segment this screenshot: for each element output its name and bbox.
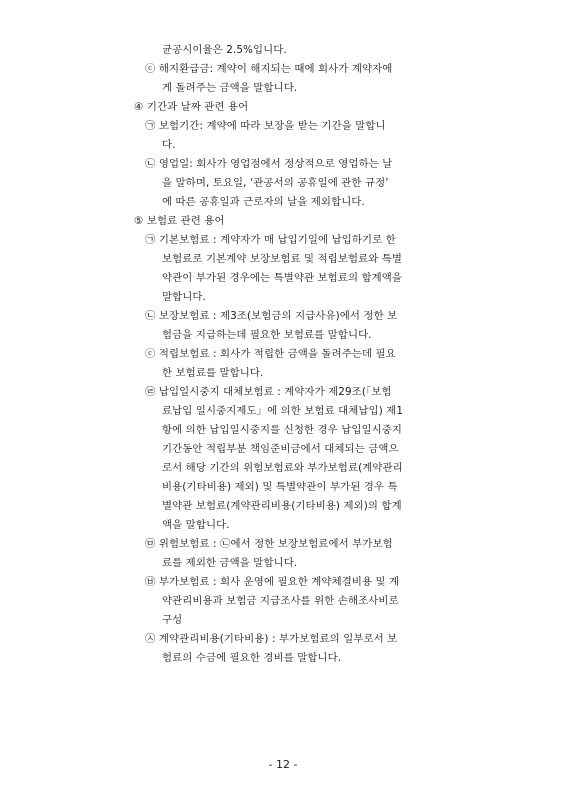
text-line: 게 돌려주는 금액을 말합니다. <box>162 82 298 94</box>
text-line: 료를 제외한 금액을 말합니다. <box>162 557 298 569</box>
section-heading: ④ 기간과 날짜 관련 용어 <box>134 101 249 113</box>
text-line: 로서 해당 기간의 위험보험료와 부가보험료(계약관리 <box>162 462 403 474</box>
text-line: 약관리비용과 보험금 지급조사를 위한 손해조사비로 <box>162 595 399 607</box>
text-line: 별약관 보험료(계약관리비용(기타비용) 제외)의 합계 <box>162 500 402 512</box>
text-line: 을 말하며, 토요일, ‘관공서의 공휴일에 관한 규정’ <box>162 177 389 189</box>
text-line: ㉡ 영업일: 회사가 영업점에서 정상적으로 영업하는 날 <box>145 158 393 170</box>
text-line: ㉣ 납입일시중지 대체보험료 : 계약자가 제29조(「보험 <box>145 386 392 398</box>
text-line: 액을 말합니다. <box>162 519 230 531</box>
text-line: 한 보험료를 말합니다. <box>162 367 264 379</box>
text-line: 비용(기타비용) 제외) 및 특별약관이 부가된 경우 특 <box>162 481 398 493</box>
text-line: 험료의 수금에 필요한 경비를 말합니다. <box>162 652 342 664</box>
page-number: - 12 - <box>268 758 298 771</box>
text-line: 기간동안 적립부분 책임준비금에서 대체되는 금액으 <box>162 443 399 455</box>
text-line: 보험료로 기본계약 보장보험료 및 적립보험료와 특별 <box>162 253 403 265</box>
text-line: 험금을 지급하는데 필요한 보험료를 말합니다. <box>162 329 372 341</box>
text-line: 항에 의한 납입일시중지를 신청한 경우 납입일시중지 <box>162 424 403 436</box>
text-line: ⓒ 해지환급금: 계약이 해지되는 때에 회사가 계약자에 <box>145 63 393 75</box>
text-line: ㉦ 계약관리비용(기타비용) : 부가보험료의 일부로서 보 <box>145 633 398 645</box>
text-line: ㉠ 보험기간: 계약에 따라 보장을 받는 기간을 말합니 <box>145 120 386 132</box>
text-line: 약관이 부가된 경우에는 특별약관 보험료의 합계액을 <box>162 272 403 284</box>
text-line: 에 따른 공휴일과 근로자의 날을 제외합니다. <box>162 196 365 208</box>
text-line: 료납입 일시중지제도」에 의한 보험료 대체납입) 제1 <box>162 405 404 417</box>
text-line: 균공시이율은 2.5%입니다. <box>162 44 287 56</box>
text-line: ㉥ 부가보험료 : 회사 운영에 필요한 계약체결비용 및 계 <box>145 576 400 588</box>
text-line: ㉡ 보장보험료 : 제3조(보험금의 지급사유)에서 정한 보 <box>145 310 398 322</box>
text-line: ⓒ 적립보험료 : 회사가 적립한 금액을 돌려주는데 필요 <box>145 348 396 360</box>
text-line: 말합니다. <box>162 291 206 303</box>
section-heading: ⑤ 보험료 관련 용어 <box>134 215 225 227</box>
text-line: ㉤ 위험보험료 : ㉡에서 정한 보장보험료에서 부가보험 <box>145 538 393 550</box>
text-line: 다. <box>162 139 176 151</box>
text-line: ㉠ 기본보험료 : 계약자가 매 납입기일에 납입하기로 한 <box>145 234 396 246</box>
text-line: 구성 <box>162 614 183 626</box>
